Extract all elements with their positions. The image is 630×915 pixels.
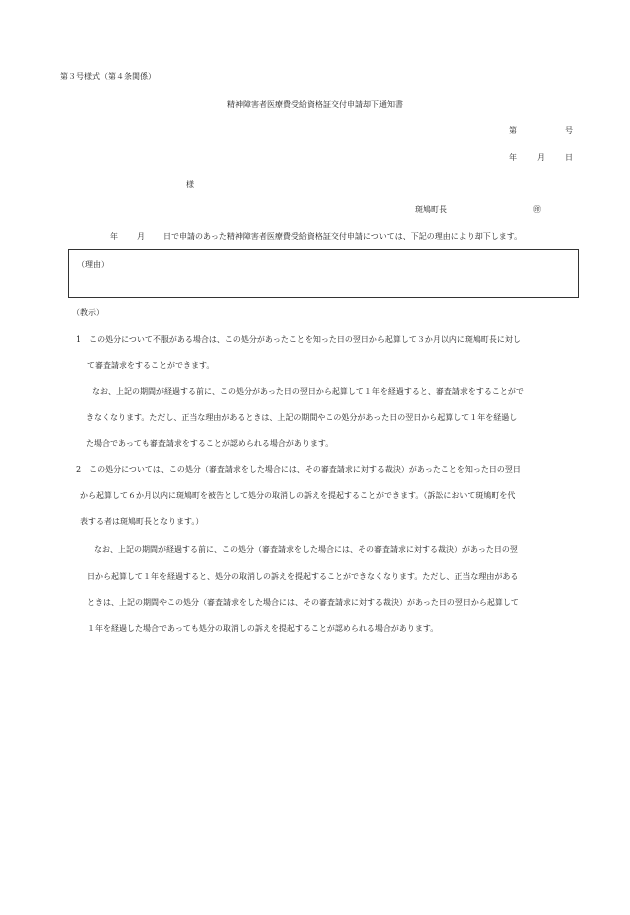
notice-line: ときは、上記の期間やこの処分（審査請求をした場合には、その審査請求に対する裁決）があった日の翌日から起算して xyxy=(87,598,519,607)
notice-line: 表する者は斑鳩町長となります。） xyxy=(80,517,204,526)
notice-line: １年を経過した場合であっても処分の取消しの訴えを提起することが認められる場合があります。 xyxy=(87,624,439,633)
notice-line: きなくなります。ただし、正当な理由があるときは、上記の期間やこの処分があった日の翌日から起算して１年を経過し xyxy=(86,413,518,422)
date-year-label: 年 xyxy=(509,153,517,162)
notice-line: 日から起算して１年を経過すると、処分の取消しの訴えを提起することができなくなります。ただし、正当な理由がある xyxy=(87,572,519,581)
date-month-label: 月 xyxy=(537,153,545,162)
addressee-suffix: 様 xyxy=(186,180,194,189)
form-number: 第３号様式（第４条関係） xyxy=(60,72,156,81)
notice-line: た場合であっても審査請求をすることが認められる場合があります。 xyxy=(86,439,334,448)
issuer-name: 斑鳩町長 xyxy=(415,205,447,214)
number-prefix: 第 xyxy=(509,126,517,135)
intro-year-label: 年 xyxy=(110,232,118,241)
notice-line: なお、上記の期間が経過する前に、この処分があった日の翌日から起算して１年を経過すると、審査請求をすることがで xyxy=(92,387,524,396)
intro-month-label: 月 xyxy=(137,232,145,241)
notice-line: から起算して６か月以内に斑鳩町を被告として処分の取消しの訴えを提起することができます。（訴訟において斑鳩町を代 xyxy=(80,491,516,500)
notice-line: 2 この処分については、この処分（審査請求をした場合には、その審査請求に対する裁決）があったことを知った日の翌日 xyxy=(76,465,521,474)
number-suffix: 号 xyxy=(565,126,573,135)
notice-line: なお、上記の期間が経過する前に、この処分（審査請求をした場合には、その審査請求に対する裁決）があった日の翌 xyxy=(94,545,518,554)
intro-statement: 日で申請のあった精神障害者医療費受給資格証交付申請については、下記の理由により却下します。 xyxy=(163,232,523,241)
date-day-label: 日 xyxy=(565,153,573,162)
document-title: 精神障害者医療費受給資格証交付申請却下通知書 xyxy=(227,100,403,109)
notice-line: 1 この処分について不服がある場合は、この処分があったことを知った日の翌日から起算して３か月以内に斑鳩町長に対し xyxy=(76,335,521,344)
notice-line: て審査請求をすることができます。 xyxy=(87,361,215,370)
reason-label: （理由） xyxy=(77,260,109,269)
notice-heading: （教示） xyxy=(72,308,104,317)
reason-box xyxy=(68,249,579,298)
seal-mark: ㊞ xyxy=(533,205,541,214)
